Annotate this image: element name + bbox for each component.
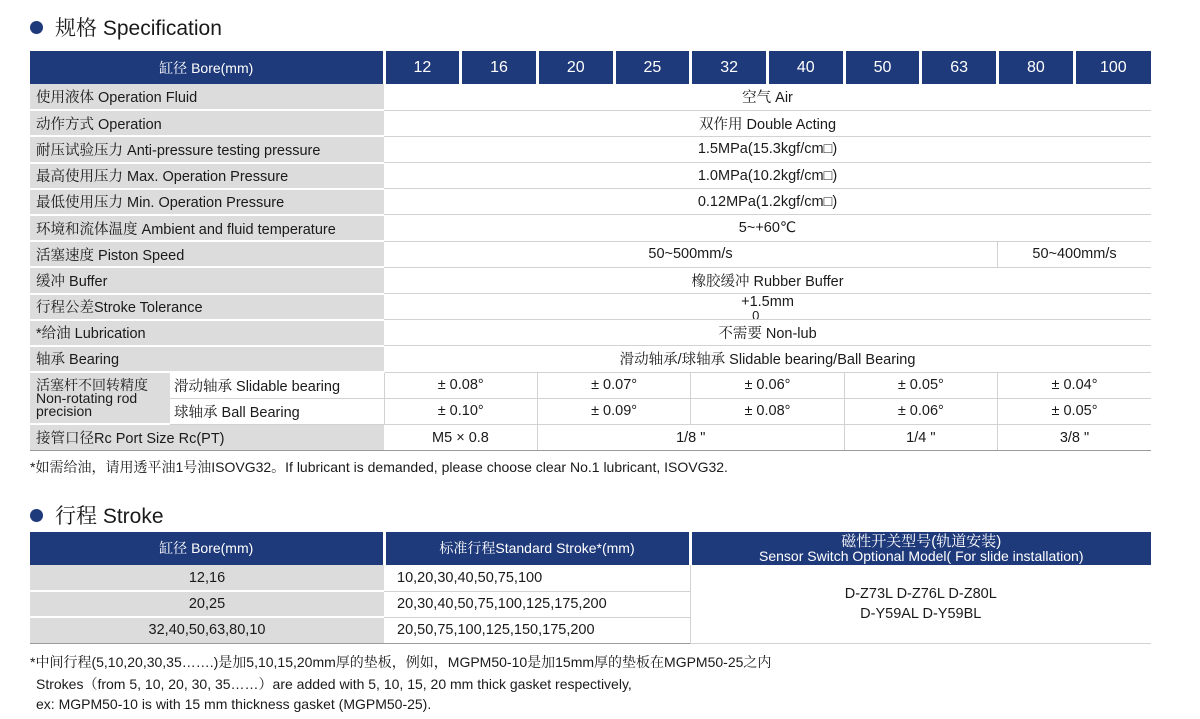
row-value: 0.12MPa(1.2kgf/cm□) — [384, 189, 1151, 215]
stroke-sensor-header — [690, 532, 1151, 565]
table-row — [30, 84, 1151, 110]
bore-col: 40 — [767, 51, 844, 84]
row-label: *给油 Lubrication — [30, 320, 384, 346]
sensor-line: D-Z73L D-Z76L D-Z80L — [844, 585, 997, 602]
stroke-note: Strokes（from 5, 10, 20, 30, 35……）are added with 5, 10, 15, 20 mm thick gasket respectively, — [36, 676, 632, 692]
port-value: 1/4 " — [844, 424, 997, 450]
row-label: 耐压试验压力 Anti-pressure testing pressure — [30, 136, 384, 162]
sensor-header-en: Sensor Switch Optional Model( For slide installation) — [759, 547, 1084, 564]
row-label: 动作方式 Operation — [30, 110, 384, 136]
bullet-icon — [30, 509, 43, 522]
row-value: 50~500mm/s — [384, 241, 998, 267]
stroke-section-title — [30, 500, 164, 530]
bullet-icon — [30, 21, 43, 34]
bore-col: 63 — [921, 51, 998, 84]
stroke-std: 20,30,40,50,75,100,125,175,200 — [384, 591, 690, 617]
precision-value: ± 0.09° — [537, 398, 690, 424]
stroke-header-row — [30, 532, 1151, 565]
precision-value: ± 0.10° — [384, 398, 537, 424]
row-label: 最低使用压力 Min. Operation Pressure — [30, 189, 384, 215]
table-row — [30, 372, 1151, 398]
precision-value: ± 0.07° — [537, 372, 690, 398]
row-label: 轴承 Bearing — [30, 346, 384, 372]
table-row — [30, 110, 1151, 136]
table-row — [30, 565, 1151, 591]
stroke-bore: 20,25 — [30, 591, 384, 617]
precision-value: ± 0.05° — [998, 398, 1151, 424]
row-label: 接管口径Rc Port Size Rc(PT) — [30, 424, 384, 450]
stroke-bore: 32,40,50,63,80,10 — [30, 617, 384, 643]
stroke-std: 10,20,30,40,50,75,100 — [384, 565, 690, 591]
table-row — [30, 215, 1151, 241]
port-value: 3/8 " — [998, 424, 1151, 450]
bore-header: 缸径 Bore(mm) — [30, 51, 384, 84]
row-label: 最高使用压力 Max. Operation Pressure — [30, 163, 384, 189]
precision-value: ± 0.08° — [691, 398, 844, 424]
bore-col: 80 — [998, 51, 1075, 84]
tolerance-value — [741, 293, 794, 320]
stroke-bore: 12,16 — [30, 565, 384, 591]
row-value: 双作用 Double Acting — [384, 110, 1151, 136]
row-value — [384, 294, 1151, 320]
spec-note: *如需给油，请用透平油1号油ISOVG32。If lubricant is demanded, please choose clear No.1 lubricant, ISOVG32. — [30, 459, 728, 475]
nonrot-label-en: Non-rotating rod precision — [36, 389, 138, 419]
row-label: 行程公差Stroke Tolerance — [30, 294, 384, 320]
spec-header-row — [30, 51, 1151, 84]
row-value: 不需要 Non-lub — [384, 320, 1151, 346]
spec-table — [30, 51, 1151, 451]
bore-col: 25 — [614, 51, 691, 84]
nonrot-label-cn: 活塞杆不回转精度 — [36, 376, 148, 393]
stroke-std: 20,50,75,100,125,150,175,200 — [384, 617, 690, 643]
row-label: 活塞速度 Piston Speed — [30, 241, 384, 267]
table-row — [30, 424, 1151, 450]
row-value: 5~+60℃ — [384, 215, 1151, 241]
table-row — [30, 320, 1151, 346]
sensor-models — [690, 565, 1151, 643]
table-row — [30, 189, 1151, 215]
spec-section-title — [30, 12, 222, 42]
sensor-header-cn: 磁性开关型号(轨道安装) — [841, 532, 1002, 550]
port-value: M5 × 0.8 — [384, 424, 537, 450]
table-row — [30, 398, 1151, 424]
row-label: 环境和流体温度 Ambient and fluid temperature — [30, 215, 384, 241]
row-label: 使用液体 Operation Fluid — [30, 84, 384, 110]
precision-value: ± 0.04° — [998, 372, 1151, 398]
tolerance-plus: +1.5mm — [741, 293, 794, 310]
bore-col: 100 — [1074, 51, 1151, 84]
sub-label: 球轴承 Ball Bearing — [170, 398, 384, 424]
bore-col: 20 — [537, 51, 614, 84]
precision-value: ± 0.06° — [691, 372, 844, 398]
stroke-table — [30, 532, 1151, 644]
table-row — [30, 267, 1151, 293]
bore-col: 12 — [384, 51, 461, 84]
table-row — [30, 163, 1151, 189]
row-value: 1.0MPa(10.2kgf/cm□) — [384, 163, 1151, 189]
nonrot-label — [30, 372, 170, 424]
bore-col: 16 — [461, 51, 538, 84]
stroke-bore-header: 缸径 Bore(mm) — [30, 532, 384, 565]
precision-value: ± 0.08° — [384, 372, 537, 398]
stroke-title-text: 行程 Stroke — [55, 505, 164, 528]
stroke-note: ex: MGPM50-10 is with 15 mm thickness gasket (MGPM50-25). — [36, 696, 432, 712]
tolerance-zero: 0 — [752, 307, 760, 320]
sub-label: 滑动轴承 Slidable bearing — [170, 372, 384, 398]
row-value: 橡胶缓冲 Rubber Buffer — [384, 267, 1151, 293]
sensor-line: D-Y59AL D-Y59BL — [860, 605, 982, 622]
table-row — [30, 136, 1151, 162]
table-row — [30, 346, 1151, 372]
stroke-std-header: 标准行程Standard Stroke*(mm) — [384, 532, 690, 565]
row-value: 1.5MPa(15.3kgf/cm□) — [384, 136, 1151, 162]
spec-title-text: 规格 Specification — [55, 17, 222, 40]
precision-value: ± 0.05° — [844, 372, 997, 398]
bore-col: 50 — [844, 51, 921, 84]
row-value: 空气 Air — [384, 84, 1151, 110]
bore-col: 32 — [691, 51, 768, 84]
table-row — [30, 294, 1151, 320]
stroke-note: *中间行程(5,10,20,30,35…….)是加5,10,15,20mm厚的垫板，例如，MGPM50-10是加15mm厚的垫板在MGPM50-25之内 — [30, 654, 772, 670]
precision-value: ± 0.06° — [844, 398, 997, 424]
row-label: 缓冲 Buffer — [30, 267, 384, 293]
port-value: 1/8 " — [537, 424, 844, 450]
table-row — [30, 241, 1151, 267]
row-value: 滑动轴承/球轴承 Slidable bearing/Ball Bearing — [384, 346, 1151, 372]
row-value: 50~400mm/s — [998, 241, 1151, 267]
